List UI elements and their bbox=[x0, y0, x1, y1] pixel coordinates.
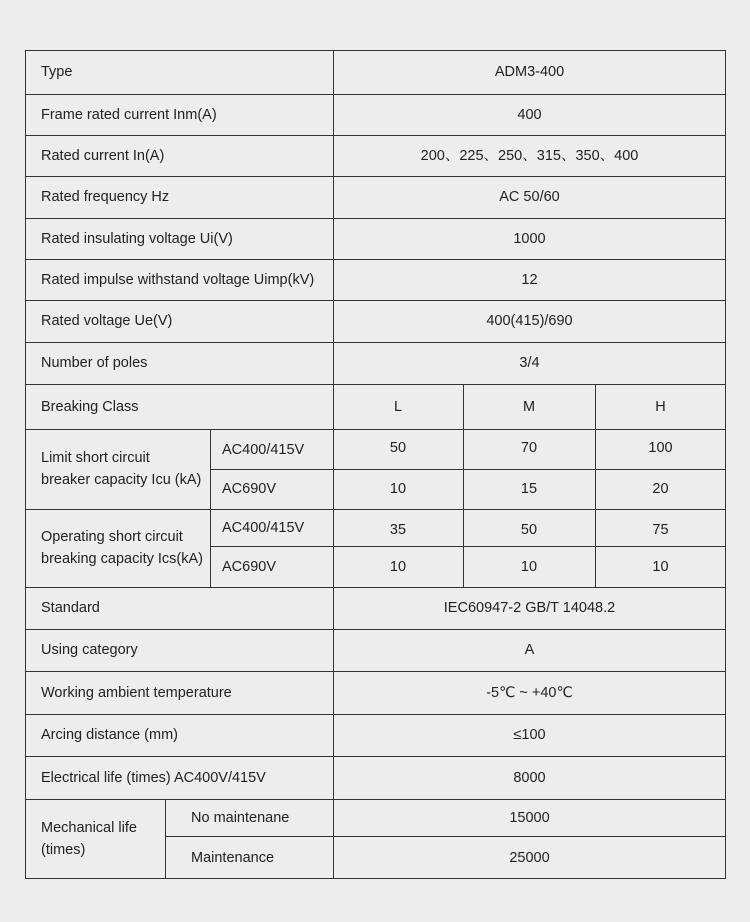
mechanical-life-condition-1: No maintenane bbox=[191, 809, 290, 826]
icu-label bbox=[25, 429, 210, 509]
row-divider bbox=[25, 218, 726, 219]
icu-label-line1: Limit short circuit bbox=[41, 450, 150, 466]
standard-value: IEC60947-2 GB/T 14048.2 bbox=[443, 600, 616, 616]
row-divider bbox=[25, 429, 726, 430]
row-divider bbox=[25, 300, 726, 301]
icu-value-m-1: 70 bbox=[520, 440, 538, 456]
condition-column-divider bbox=[165, 799, 166, 879]
row-divider bbox=[25, 671, 726, 672]
row-divider bbox=[25, 799, 726, 800]
impulse-voltage-value: 12 bbox=[521, 271, 538, 288]
ics-label-line2: breaking capacity Ics(kA) bbox=[41, 551, 203, 567]
insulating-voltage-label: Rated insulating voltage Ui(V) bbox=[41, 230, 233, 247]
row-divider bbox=[25, 587, 726, 588]
icu-value-l-2: 10 bbox=[389, 481, 407, 497]
mechanical-life-condition-2: Maintenance bbox=[191, 849, 275, 866]
rated-frequency-value: AC 50/60 bbox=[499, 189, 560, 205]
icu-value-m-2: 15 bbox=[520, 481, 538, 497]
spec-table bbox=[25, 50, 726, 879]
breaking-class-h: H bbox=[655, 398, 666, 415]
insulating-voltage-value: 1000 bbox=[513, 230, 546, 247]
using-category-label: Using category bbox=[41, 642, 138, 658]
mechanical-life-value-2: 25000 bbox=[509, 849, 550, 866]
rated-voltage-value: 400(415)/690 bbox=[486, 313, 573, 329]
ics-value-l-2: 10 bbox=[389, 558, 407, 575]
column-divider bbox=[333, 50, 334, 879]
type-value: ADM3-400 bbox=[494, 64, 565, 80]
breaking-class-m: M bbox=[522, 398, 536, 415]
breaking-class-label: Breaking Class bbox=[41, 398, 139, 415]
row-divider bbox=[210, 469, 726, 470]
row-divider bbox=[25, 714, 726, 715]
icu-value-h-1: 100 bbox=[648, 440, 673, 456]
ics-voltage-1: AC400/415V bbox=[222, 519, 305, 536]
ics-value-m-2: 10 bbox=[520, 558, 538, 575]
row-divider bbox=[25, 756, 726, 757]
row-divider bbox=[210, 546, 726, 547]
class-column-divider bbox=[595, 384, 596, 587]
icu-value-l-1: 50 bbox=[389, 440, 407, 456]
ics-value-m-1: 50 bbox=[520, 521, 538, 538]
row-divider bbox=[25, 259, 726, 260]
row-divider bbox=[25, 629, 726, 630]
row-divider bbox=[25, 94, 726, 95]
icu-voltage-2: AC690V bbox=[222, 481, 277, 497]
ics-label bbox=[25, 509, 210, 587]
mechanical-life-label-line2: (times) bbox=[41, 842, 86, 858]
ambient-temperature-value: -5℃ ~ +40℃ bbox=[486, 684, 573, 701]
rated-voltage-label: Rated voltage Ue(V) bbox=[41, 313, 173, 329]
row-divider bbox=[25, 384, 726, 385]
ics-value-h-1: 75 bbox=[652, 521, 669, 538]
arcing-distance-label: Arcing distance (mm) bbox=[41, 727, 178, 743]
type-label: Type bbox=[41, 64, 73, 80]
ics-label-line1: Operating short circuit bbox=[41, 529, 183, 545]
row-divider bbox=[165, 836, 726, 837]
icu-value-h-2: 20 bbox=[652, 481, 669, 497]
row-divider bbox=[25, 509, 726, 510]
table-border-right bbox=[725, 50, 726, 879]
breaking-class-l: L bbox=[393, 398, 403, 415]
impulse-voltage-label: Rated impulse withstand voltage Uimp(kV) bbox=[41, 271, 315, 288]
electrical-life-value: 8000 bbox=[513, 769, 546, 786]
ics-voltage-2: AC690V bbox=[222, 558, 277, 575]
row-divider bbox=[25, 135, 726, 136]
class-column-divider bbox=[463, 384, 464, 587]
table-border-left bbox=[25, 50, 26, 879]
mechanical-life-label bbox=[25, 799, 165, 879]
ambient-temperature-label: Working ambient temperature bbox=[41, 684, 232, 701]
poles-value: 3/4 bbox=[519, 355, 540, 371]
voltage-column-divider bbox=[210, 429, 211, 587]
rated-current-label: Rated current In(A) bbox=[41, 147, 165, 164]
row-divider bbox=[25, 176, 726, 177]
ics-value-l-1: 35 bbox=[389, 521, 407, 538]
using-category-value: A bbox=[524, 642, 535, 658]
ics-value-h-2: 10 bbox=[652, 558, 669, 575]
poles-label: Number of poles bbox=[41, 355, 148, 371]
rated-frequency-label: Rated frequency Hz bbox=[41, 189, 170, 205]
row-divider bbox=[25, 342, 726, 343]
table-border-bottom bbox=[25, 878, 726, 879]
rated-current-value: 200、225、250、315、350、400 bbox=[420, 147, 639, 164]
mechanical-life-label-line1: Mechanical life bbox=[41, 820, 137, 836]
frame-current-value: 400 bbox=[517, 106, 542, 123]
frame-current-label: Frame rated current Inm(A) bbox=[41, 106, 217, 123]
icu-voltage-1: AC400/415V bbox=[222, 442, 305, 458]
standard-label: Standard bbox=[41, 600, 100, 616]
table-border-top bbox=[25, 50, 726, 51]
mechanical-life-value-1: 15000 bbox=[509, 809, 550, 826]
icu-label-line2: breaker capacity Icu (kA) bbox=[41, 472, 202, 488]
electrical-life-label: Electrical life (times) AC400V/415V bbox=[41, 769, 266, 786]
arcing-distance-value: ≤100 bbox=[513, 727, 546, 743]
